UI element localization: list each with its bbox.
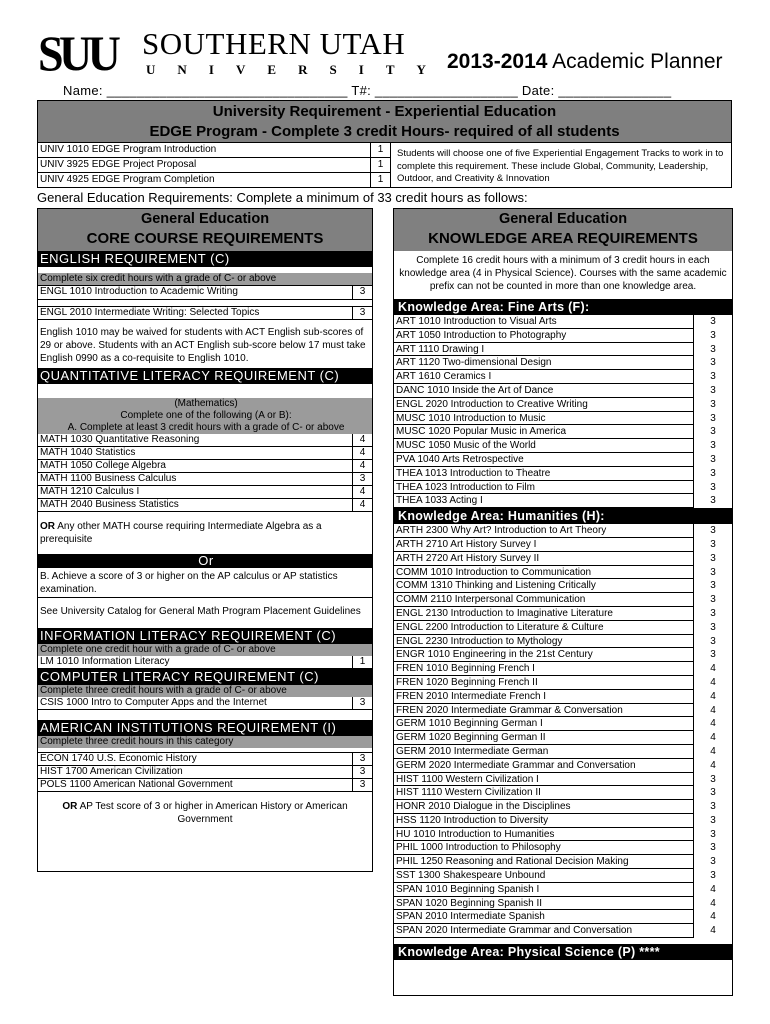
credit-hours: 3 xyxy=(710,828,716,840)
course-name: POLS 1100 American National Government xyxy=(40,779,233,790)
course-name: ENGL 2010 Intermediate Writing: Selected Topics xyxy=(40,307,260,318)
credit-hours: 4 xyxy=(352,486,372,498)
core-subtitle: CORE COURSE REQUIREMENTS xyxy=(86,230,324,247)
fine-arts-title: Knowledge Area: Fine Arts (F): xyxy=(394,299,732,315)
course-row xyxy=(394,524,732,538)
edge-course-list xyxy=(38,143,391,187)
credit-hours: 1 xyxy=(370,158,390,172)
course-row xyxy=(394,343,732,357)
credit-hours: 4 xyxy=(710,676,716,688)
english-section-title: ENGLISH REQUIREMENT (C) xyxy=(38,251,372,267)
course-row xyxy=(394,635,732,649)
course-row xyxy=(38,697,372,710)
logo-mark: SUU xyxy=(38,25,117,81)
credit-hours: 3 xyxy=(710,773,716,785)
course-row xyxy=(394,384,732,398)
credit-hours: 4 xyxy=(710,704,716,716)
course-row xyxy=(394,356,732,370)
credit-hours: 3 xyxy=(710,398,716,410)
course-row xyxy=(38,158,390,173)
logo-university-letter: T xyxy=(385,62,395,77)
english-instruction: Complete six credit hours with a grade of C- or above xyxy=(38,273,372,285)
course-row xyxy=(38,656,372,669)
course-row xyxy=(394,579,732,593)
course-name: ART 1010 Introduction to Visual Arts xyxy=(394,315,694,329)
credit-hours: 3 xyxy=(352,779,372,791)
logo-name: SOUTHERN UTAH xyxy=(142,26,406,61)
course-name: UNIV 1010 EDGE Program Introduction xyxy=(40,144,217,155)
course-row xyxy=(38,766,372,779)
course-row xyxy=(394,814,732,828)
course-row xyxy=(38,460,372,473)
course-row xyxy=(394,828,732,842)
course-row xyxy=(394,855,732,869)
course-row xyxy=(394,800,732,814)
course-name: MATH 1100 Business Calculus xyxy=(40,473,177,484)
credit-hours: 4 xyxy=(710,663,716,675)
name-id-date-line: Name: ________________________________ T#: ___________________ Date: _______________ xyxy=(63,83,672,98)
edge-subtitle: EDGE Program - Complete 3 credit Hours- required of all students xyxy=(149,123,620,140)
credit-hours: 3 xyxy=(710,607,716,619)
computer-section-title: COMPUTER LITERACY REQUIREMENT (C) xyxy=(38,669,372,685)
humanities-course-list xyxy=(394,524,732,938)
planner-title-text: Academic Planner xyxy=(552,50,723,73)
quant-sub-choose: Complete one of the following (A or B): xyxy=(38,410,372,422)
course-name: ART 1050 Introduction to Photography xyxy=(394,329,694,343)
course-name: MATH 1030 Quantitative Reasoning xyxy=(40,434,200,445)
gen-ed-intro: General Education Requirements: Complete a minimum of 33 credit hours as follows: xyxy=(37,190,528,205)
credit-hours: 3 xyxy=(710,787,716,799)
course-name: ENGL 2230 Introduction to Mythology xyxy=(394,635,694,649)
course-row xyxy=(394,662,732,676)
course-name: GERM 2020 Intermediate Grammar and Conversation xyxy=(394,759,694,773)
info-course-list xyxy=(38,656,372,669)
american-or-note xyxy=(38,792,372,826)
page-title xyxy=(447,50,723,74)
computer-instruction: Complete three credit hours with a grade of C- or above xyxy=(38,685,372,697)
credit-hours: 3 xyxy=(710,538,716,550)
course-name: COMM 2110 Interpersonal Communication xyxy=(394,593,694,607)
course-name: ARTH 2710 Art History Survey I xyxy=(394,538,694,552)
credit-hours: 3 xyxy=(710,412,716,424)
course-name: MATH 1050 College Algebra xyxy=(40,460,166,471)
course-name: PVA 1040 Arts Retrospective xyxy=(394,453,694,467)
course-name: FREN 2010 Intermediate French I xyxy=(394,690,694,704)
course-row xyxy=(394,439,732,453)
course-name: PHIL 1000 Introduction to Philosophy xyxy=(394,841,694,855)
credit-hours: 3 xyxy=(710,621,716,633)
course-row xyxy=(394,467,732,481)
course-name: GERM 1020 Beginning German II xyxy=(394,731,694,745)
course-row xyxy=(394,745,732,759)
course-name: MATH 1040 Statistics xyxy=(40,447,136,458)
knowledge-area-column xyxy=(393,208,733,996)
credit-hours: 3 xyxy=(710,426,716,438)
course-row xyxy=(394,552,732,566)
american-or-label: OR xyxy=(62,801,78,812)
course-row xyxy=(394,648,732,662)
math-placement-note: See University Catalog for General Math Program Placement Guidelines xyxy=(40,606,361,617)
course-row xyxy=(394,690,732,704)
credit-hours: 1 xyxy=(370,143,390,157)
course-name: ENGL 2200 Introduction to Literature & Culture xyxy=(394,621,694,635)
course-name: GERM 2010 Intermediate German xyxy=(394,745,694,759)
course-name: HIST 1100 Western Civilization I xyxy=(394,773,694,787)
course-name: ENGL 1010 Introduction to Academic Writing xyxy=(40,286,238,297)
logo-university-letter: U xyxy=(146,62,156,77)
course-name: HIST 1700 American Civilization xyxy=(40,766,183,777)
credit-hours: 4 xyxy=(710,897,716,909)
quant-section-title: QUANTITATIVE LITERACY REQUIREMENT (C) xyxy=(38,368,372,384)
credit-hours: 3 xyxy=(710,649,716,661)
course-row xyxy=(394,883,732,897)
edge-note: Students will choose one of five Experiential Engagement Tracks to work in to complete this requirement. These include Global, Community, Leadership, Outdoor, and Creativity & Innovation xyxy=(397,148,724,184)
core-title: General Education xyxy=(140,211,270,227)
credit-hours: 3 xyxy=(352,286,372,299)
course-name: THEA 1023 Introduction to Film xyxy=(394,481,694,495)
course-row xyxy=(394,425,732,439)
course-name: SPAN 2020 Intermediate Grammar and Conversation xyxy=(394,924,694,938)
credit-hours: 3 xyxy=(352,753,372,765)
american-instruction: Complete three credit hours in this category xyxy=(38,736,372,748)
course-name: THEA 1013 Introduction to Theatre xyxy=(394,467,694,481)
humanities-title: Knowledge Area: Humanities (H): xyxy=(394,508,732,524)
credit-hours: 3 xyxy=(710,552,716,564)
credit-hours: 1 xyxy=(352,656,372,668)
credit-hours: 3 xyxy=(710,453,716,465)
physical-science-title: Knowledge Area: Physical Science (P) **** xyxy=(394,944,732,960)
quant-option-b: B. Achieve a score of 3 or higher on the AP calculus or AP statistics examination. xyxy=(38,568,372,598)
course-name: SPAN 1010 Beginning Spanish I xyxy=(394,883,694,897)
course-row xyxy=(38,434,372,447)
computer-course-list xyxy=(38,697,372,710)
credit-hours: 3 xyxy=(710,635,716,647)
course-name: ART 1110 Drawing I xyxy=(394,343,694,357)
american-section-title: AMERICAN INSTITUTIONS REQUIREMENT (I) xyxy=(38,720,372,736)
info-instruction: Complete one credit hour with a grade of C- or above xyxy=(38,644,372,656)
american-course-list xyxy=(38,752,372,792)
course-name: GERM 1010 Beginning German I xyxy=(394,717,694,731)
english-note: English 1010 may be waived for students with ACT English sub-scores of 29 or above. Students with an ACT English sub-score below 17 must take English 0990 as a co-requisite to English 1010. xyxy=(40,327,366,364)
credit-hours: 4 xyxy=(710,732,716,744)
course-name: MATH 1210 Calculus I xyxy=(40,486,140,497)
credit-hours: 4 xyxy=(352,499,372,511)
quant-or-label: OR xyxy=(40,521,55,532)
course-name: HONR 2010 Dialogue in the Disciplines xyxy=(394,800,694,814)
course-row xyxy=(38,173,390,188)
logo-university-letter: I xyxy=(358,62,364,77)
logo-university-letter: I xyxy=(208,62,214,77)
course-row xyxy=(394,453,732,467)
course-name: ARTH 2300 Why Art? Introduction to Art Theory xyxy=(394,524,694,538)
credit-hours: 4 xyxy=(710,925,716,937)
course-name: ARTH 2720 Art History Survey II xyxy=(394,552,694,566)
course-row xyxy=(394,910,732,924)
credit-hours: 4 xyxy=(710,718,716,730)
math-course-list xyxy=(38,434,372,512)
course-name: SPAN 1020 Beginning Spanish II xyxy=(394,897,694,911)
course-row xyxy=(394,398,732,412)
course-name: MUSC 1020 Popular Music in America xyxy=(394,425,694,439)
edge-table xyxy=(37,142,732,188)
course-name: ECON 1740 U.S. Economic History xyxy=(40,753,197,764)
course-row xyxy=(38,499,372,512)
course-name: MATH 2040 Business Statistics xyxy=(40,499,179,510)
course-name: MUSC 1050 Music of the World xyxy=(394,439,694,453)
course-row xyxy=(394,924,732,938)
course-row xyxy=(394,759,732,773)
credit-hours: 3 xyxy=(710,316,716,327)
course-name: HSS 1120 Introduction to Diversity xyxy=(394,814,694,828)
course-row xyxy=(394,731,732,745)
edge-title: University Requirement - Experiential Education xyxy=(212,103,557,120)
course-row xyxy=(394,315,732,329)
american-or-text: AP Test score of 3 or higher in American History or American Government xyxy=(77,801,348,825)
credit-hours: 3 xyxy=(710,814,716,826)
course-name: LM 1010 Information Literacy xyxy=(40,656,170,667)
course-row xyxy=(394,607,732,621)
course-row xyxy=(394,621,732,635)
course-row xyxy=(394,566,732,580)
logo-university-letter: E xyxy=(267,62,277,77)
quant-or-divider: Or xyxy=(38,554,372,568)
knowledge-header xyxy=(394,209,732,251)
credit-hours: 3 xyxy=(710,481,716,493)
logo-university-letter: S xyxy=(329,62,337,77)
credit-hours: 3 xyxy=(352,473,372,485)
course-row xyxy=(38,447,372,460)
course-name: SPAN 2010 Intermediate Spanish xyxy=(394,910,694,924)
course-row xyxy=(38,753,372,766)
credit-hours: 3 xyxy=(710,467,716,479)
course-row xyxy=(394,717,732,731)
course-name: FREN 1020 Beginning French II xyxy=(394,676,694,690)
edge-banner xyxy=(37,100,732,142)
credit-hours: 1 xyxy=(370,173,390,188)
core-requirements-column xyxy=(37,208,373,872)
quant-sub-mathematics: (Mathematics) xyxy=(38,398,372,410)
credit-hours: 4 xyxy=(710,883,716,895)
course-name: HU 1010 Introduction to Humanities xyxy=(394,828,694,842)
course-row xyxy=(394,897,732,911)
course-row xyxy=(38,779,372,792)
knowledge-intro: Complete 16 credit hours with a minimum of 3 credit hours in each knowledge area (4 in Physical Science). Courses with the same academic prefix can not be counted in more than one knowledge area. xyxy=(399,255,727,292)
course-row xyxy=(394,869,732,883)
credit-hours: 3 xyxy=(710,801,716,813)
course-row xyxy=(394,773,732,787)
course-row xyxy=(394,676,732,690)
credit-hours: 3 xyxy=(710,440,716,452)
course-row xyxy=(38,473,372,486)
course-row xyxy=(394,412,732,426)
course-row xyxy=(38,285,372,300)
course-name: THEA 1033 Acting I xyxy=(394,494,694,508)
course-row xyxy=(394,370,732,384)
course-row xyxy=(394,593,732,607)
english-course-list xyxy=(38,285,372,320)
course-name: UNIV 4925 EDGE Program Completion xyxy=(40,174,215,185)
credit-hours: 4 xyxy=(710,690,716,702)
suu-logo xyxy=(38,25,428,81)
course-name: ART 1610 Ceramics I xyxy=(394,370,694,384)
credit-hours: 3 xyxy=(710,525,716,537)
credit-hours: 3 xyxy=(352,307,372,319)
credit-hours: 3 xyxy=(710,357,716,369)
course-name: COMM 1010 Introduction to Communication xyxy=(394,566,694,580)
credit-hours: 4 xyxy=(710,759,716,771)
course-row xyxy=(38,306,372,320)
course-name: COMM 1310 Thinking and Listening Critically xyxy=(394,579,694,593)
credit-hours: 3 xyxy=(710,495,716,507)
credit-hours: 3 xyxy=(710,329,716,341)
knowledge-title: General Education xyxy=(498,211,628,227)
logo-university-letter: V xyxy=(235,62,246,77)
course-row xyxy=(394,481,732,495)
fine-arts-course-list xyxy=(394,315,732,508)
course-name: UNIV 3925 EDGE Project Proposal xyxy=(40,159,197,170)
info-section-title: INFORMATION LITERACY REQUIREMENT (C) xyxy=(38,628,372,644)
credit-hours: 4 xyxy=(710,911,716,923)
course-name: ENGL 2020 Introduction to Creative Writing xyxy=(394,398,694,412)
course-row xyxy=(394,494,732,508)
course-name: ART 1120 Two-dimensional Design xyxy=(394,356,694,370)
quant-or-text: Any other MATH course requiring Intermediate Algebra as a prerequisite xyxy=(40,521,322,545)
quant-sub-option-a: A. Complete at least 3 credit hours with a grade of C- or above xyxy=(38,422,372,434)
course-name: ENGR 1010 Engineering in the 21st Century xyxy=(394,648,694,662)
core-header xyxy=(38,209,372,251)
course-row xyxy=(38,143,390,158)
credit-hours: 4 xyxy=(352,434,372,446)
credit-hours: 3 xyxy=(710,594,716,606)
course-name: MUSC 1010 Introduction to Music xyxy=(394,412,694,426)
credit-hours: 3 xyxy=(710,842,716,854)
logo-university-letter: R xyxy=(298,62,308,77)
credit-hours: 3 xyxy=(352,766,372,778)
credit-hours: 3 xyxy=(352,697,372,709)
credit-hours: 3 xyxy=(710,870,716,882)
credit-hours: 4 xyxy=(710,745,716,757)
course-row xyxy=(394,786,732,800)
credit-hours: 3 xyxy=(710,371,716,383)
credit-hours: 3 xyxy=(710,566,716,578)
course-name: FREN 1010 Beginning French I xyxy=(394,662,694,676)
credit-hours: 3 xyxy=(710,343,716,355)
credit-hours: 3 xyxy=(710,384,716,396)
course-name: SST 1300 Shakespeare Unbound xyxy=(394,869,694,883)
course-row xyxy=(394,538,732,552)
logo-university-letter: N xyxy=(177,62,187,77)
course-row xyxy=(394,329,732,343)
course-name: ENGL 2130 Introduction to Imaginative Literature xyxy=(394,607,694,621)
course-name: CSIS 1000 Intro to Computer Apps and the Internet xyxy=(40,697,267,708)
credit-hours: 4 xyxy=(352,460,372,472)
course-row xyxy=(38,486,372,499)
credit-hours: 3 xyxy=(710,856,716,868)
planner-year: 2013-2014 xyxy=(447,50,548,73)
credit-hours: 4 xyxy=(352,447,372,459)
quant-or-note xyxy=(38,512,372,552)
course-name: FREN 2020 Intermediate Grammar & Conversation xyxy=(394,704,694,718)
knowledge-subtitle: KNOWLEDGE AREA REQUIREMENTS xyxy=(428,230,698,247)
course-name: HIST 1110 Western Civilization II xyxy=(394,786,694,800)
course-name: PHIL 1250 Reasoning and Rational Decision Making xyxy=(394,855,694,869)
course-row xyxy=(394,704,732,718)
credit-hours: 3 xyxy=(710,580,716,592)
logo-university-letter: Y xyxy=(416,62,426,77)
course-row xyxy=(394,841,732,855)
logo-university xyxy=(146,62,426,78)
course-name: DANC 1010 Inside the Art of Dance xyxy=(394,384,694,398)
